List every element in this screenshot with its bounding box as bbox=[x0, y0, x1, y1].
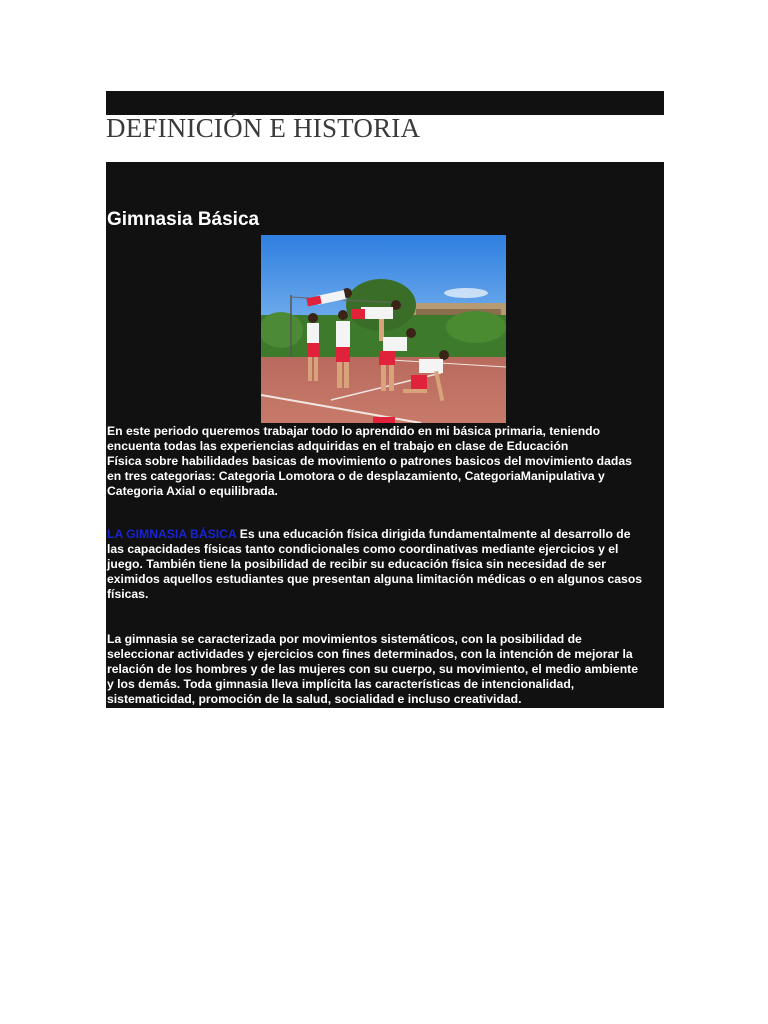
section-title: Gimnasia Básica bbox=[107, 209, 260, 230]
intro-line: Física sobre habilidades basicas de movimiento o patrones basicos del movimiento dadas bbox=[107, 454, 632, 468]
content-panel bbox=[106, 162, 664, 708]
definition-line: juego. También tiene la posibilidad de recibir su educación física sin necesidad de ser bbox=[107, 557, 606, 571]
intro-line: Categoria Axial o equilibrada. bbox=[107, 484, 278, 498]
definition-line: eximidos aquellos estudiantes que presentan alguna limitación médicas o en algunos casos bbox=[107, 572, 643, 586]
definition-line: las capacidades físicas tanto condicionales como coordinativas mediante ejercicios y el bbox=[107, 542, 619, 556]
page-title: DEFINICIÓN E HISTORIA bbox=[106, 113, 421, 143]
intro-paragraph bbox=[107, 424, 657, 499]
characteristics-line: sistematicidad, promoción de la salud, socialidad e incluso creatividad. bbox=[107, 692, 522, 706]
characteristics-paragraph bbox=[107, 632, 657, 707]
definition-paragraph bbox=[107, 527, 657, 602]
gymnastics-photo bbox=[261, 235, 506, 423]
characteristics-line: relación de los hombres y de las mujeres con su cuerpo, su movimiento, el medio ambiente bbox=[107, 662, 638, 676]
header-bar bbox=[106, 91, 664, 115]
gimnasia-basica-link[interactable]: LA GIMNASIA BÁSICA bbox=[107, 527, 237, 541]
definition-line: físicas. bbox=[107, 587, 149, 601]
intro-line: En este periodo queremos trabajar todo lo aprendido en mi básica primaria, teniendo bbox=[107, 424, 601, 438]
intro-line: en tres categorias: Categoria Lomotora o de desplazamiento, CategoriaManipulativa y bbox=[107, 469, 605, 483]
characteristics-line: seleccionar actividades y ejercicios con fines determinados, con la intención de mejorar la bbox=[107, 647, 633, 661]
definition-line: Es una educación física dirigida fundamentalmente al desarrollo de bbox=[236, 527, 631, 541]
gymnastics-photo-illustration bbox=[261, 235, 506, 423]
intro-line: encuenta todas las experiencias adquiridas en el trabajo en clase de Educación bbox=[107, 439, 569, 453]
characteristics-line: y los demás. Toda gimnasia lleva implícita las características de intencionalidad, bbox=[107, 677, 575, 691]
characteristics-line: La gimnasia se caracterizada por movimientos sistemáticos, con la posibilidad de bbox=[107, 632, 582, 646]
